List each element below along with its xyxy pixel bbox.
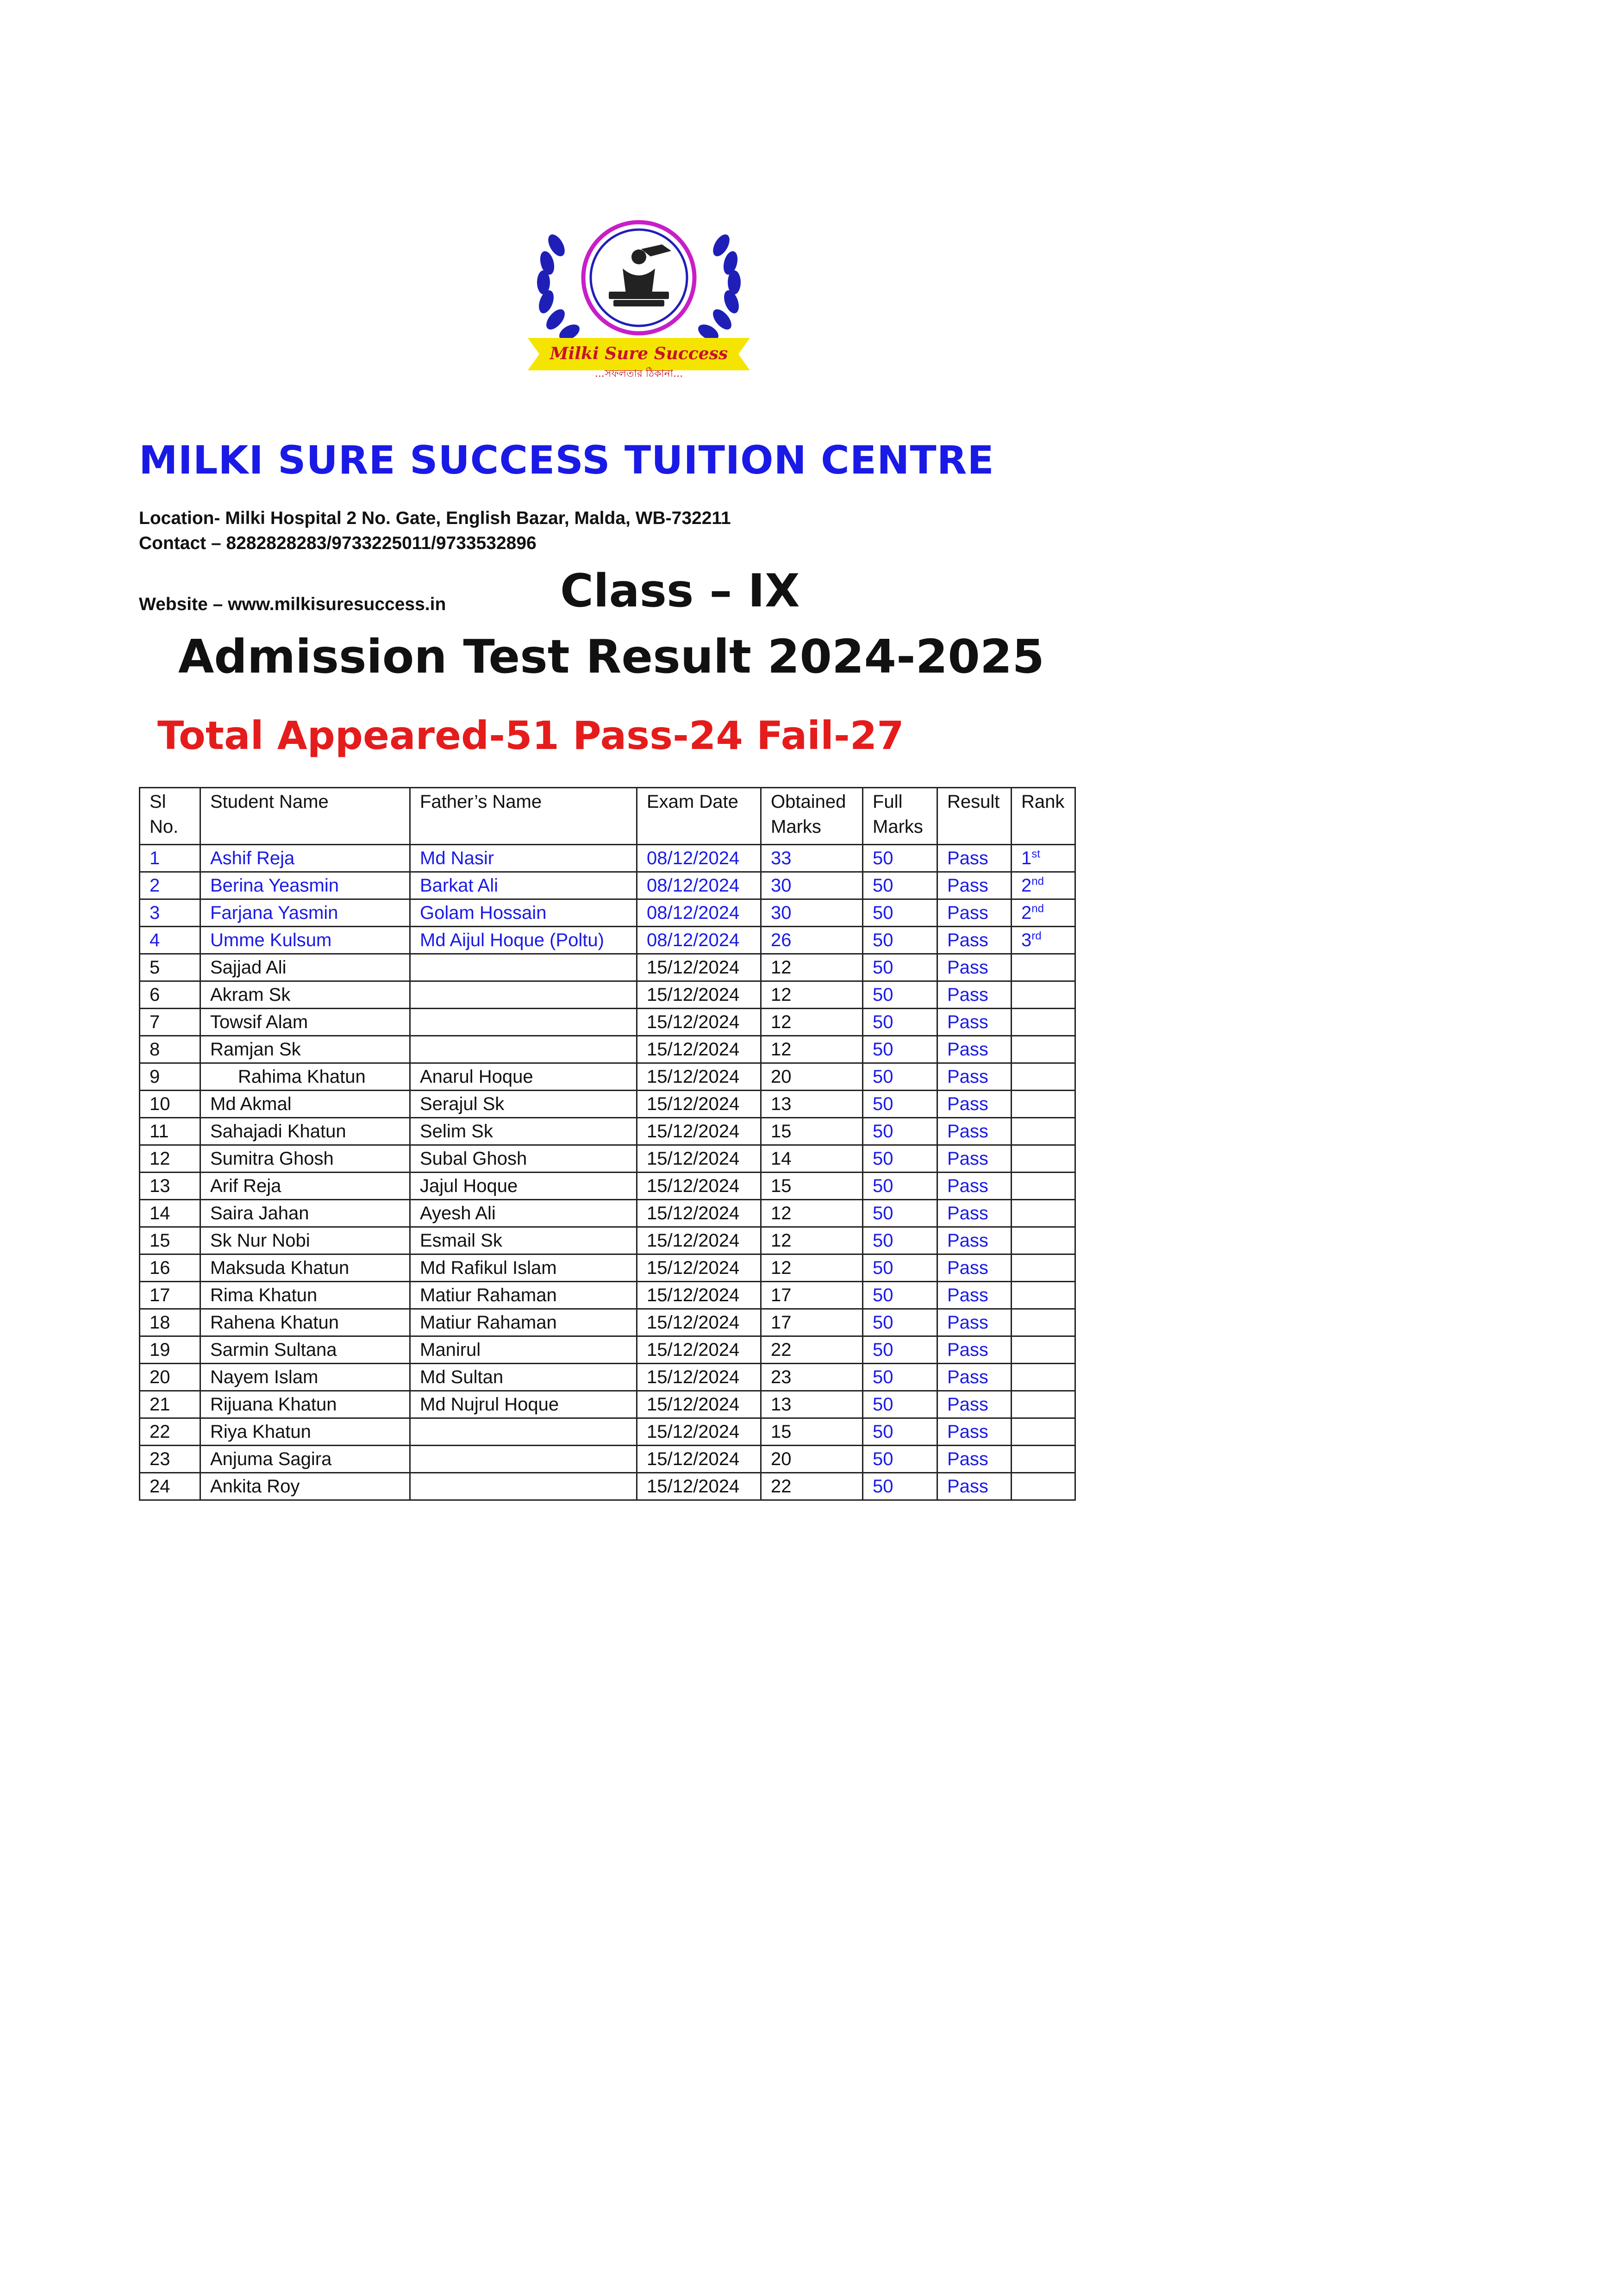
- sl-cell: 21: [140, 1391, 200, 1418]
- student-name-cell: Arif Reja: [200, 1173, 410, 1200]
- exam-date-cell: 15/12/2024: [637, 1118, 761, 1145]
- rank-cell: [1012, 1118, 1075, 1145]
- obtained-marks-cell: 20: [761, 1446, 863, 1473]
- table-row: [140, 1446, 1075, 1473]
- obtained-marks-cell: 12: [761, 954, 863, 981]
- sl-cell: 8: [140, 1036, 200, 1063]
- full-marks-cell: 50: [863, 1473, 937, 1500]
- exam-date-cell: 15/12/2024: [637, 1309, 761, 1336]
- father-name-cell: [410, 1473, 637, 1500]
- student-name-cell: Md Akmal: [200, 1091, 410, 1118]
- table-row: [140, 1036, 1075, 1063]
- obtained-marks-cell: 13: [761, 1391, 863, 1418]
- exam-date-cell: 15/12/2024: [637, 1200, 761, 1227]
- sl-cell: 5: [140, 954, 200, 981]
- sl-cell: 23: [140, 1446, 200, 1473]
- obtained-marks-cell: 14: [761, 1145, 863, 1173]
- obtained-marks-cell: 12: [761, 981, 863, 1009]
- rank-cell: [1012, 1254, 1075, 1282]
- rank-cell: [1012, 1336, 1075, 1364]
- father-name-cell: Md Aijul Hoque (Poltu): [410, 927, 637, 954]
- rank-cell: [1012, 1418, 1075, 1446]
- father-name-cell: [410, 1446, 637, 1473]
- father-name-cell: Manirul: [410, 1336, 637, 1364]
- rank-suffix: st: [1031, 848, 1040, 861]
- full-marks-cell: 50: [863, 1336, 937, 1364]
- table-row: [140, 1282, 1075, 1309]
- exam-date-cell: 15/12/2024: [637, 1336, 761, 1364]
- student-name-cell: Saira Jahan: [200, 1200, 410, 1227]
- rank-cell: [1012, 1309, 1075, 1336]
- table-row: [140, 1009, 1075, 1036]
- father-name-cell: Md Rafikul Islam: [410, 1254, 637, 1282]
- student-name-cell: Rima Khatun: [200, 1282, 410, 1309]
- result-cell: Pass: [937, 1009, 1012, 1036]
- father-name-cell: [410, 1418, 637, 1446]
- rank-cell: [1012, 1282, 1075, 1309]
- table-row: [140, 872, 1075, 899]
- father-name-cell: [410, 1009, 637, 1036]
- table-row: [140, 981, 1075, 1009]
- sl-cell: 15: [140, 1227, 200, 1254]
- student-name-cell: Ankita Roy: [200, 1473, 410, 1500]
- logo-brand-text: Milki Sure Success: [550, 344, 728, 363]
- sl-cell: 24: [140, 1473, 200, 1500]
- father-name-cell: Ayesh Ali: [410, 1200, 637, 1227]
- student-name-cell: Maksuda Khatun: [200, 1254, 410, 1282]
- exam-date-cell: 08/12/2024: [637, 845, 761, 872]
- location-line: Location- Milki Hospital 2 No. Gate, English Bazar, Malda, WB-732211: [139, 508, 731, 528]
- centre-name: MILKI SURE SUCCESS TUITION CENTRE: [139, 437, 994, 483]
- result-cell: Pass: [937, 1200, 1012, 1227]
- student-name-cell: Sk Nur Nobi: [200, 1227, 410, 1254]
- result-cell: Pass: [937, 927, 1012, 954]
- full-marks-cell: 50: [863, 1036, 937, 1063]
- exam-date-cell: 15/12/2024: [637, 1009, 761, 1036]
- table-row: [140, 1418, 1075, 1446]
- table-row: [140, 1118, 1075, 1145]
- exam-date-cell: 15/12/2024: [637, 954, 761, 981]
- table-row: [140, 1254, 1075, 1282]
- full-marks-cell: 50: [863, 845, 937, 872]
- exam-date-cell: 15/12/2024: [637, 1036, 761, 1063]
- father-name-cell: Barkat Ali: [410, 872, 637, 899]
- sl-cell: 6: [140, 981, 200, 1009]
- result-cell: Pass: [937, 1309, 1012, 1336]
- father-name-cell: Jajul Hoque: [410, 1173, 637, 1200]
- father-name-cell: [410, 1036, 637, 1063]
- result-cell: Pass: [937, 872, 1012, 899]
- rank-number: 1: [1021, 848, 1032, 868]
- result-summary: Total Appeared-51 Pass-24 Fail-27: [157, 713, 904, 758]
- sl-cell: 18: [140, 1309, 200, 1336]
- rank-cell: [1012, 927, 1075, 954]
- rank-cell: [1012, 1446, 1075, 1473]
- obtained-marks-cell: 33: [761, 845, 863, 872]
- column-header-father: Father’s Name: [410, 788, 637, 845]
- student-name-cell: Nayem Islam: [200, 1364, 410, 1391]
- website-line: Website – www.milkisuresuccess.in: [139, 594, 446, 614]
- student-name-cell: Ramjan Sk: [200, 1036, 410, 1063]
- result-cell: Pass: [937, 981, 1012, 1009]
- result-cell: Pass: [937, 1418, 1012, 1446]
- sl-cell: 14: [140, 1200, 200, 1227]
- student-name-cell: Towsif Alam: [200, 1009, 410, 1036]
- full-marks-cell: 50: [863, 927, 937, 954]
- full-marks-cell: 50: [863, 1118, 937, 1145]
- exam-date-cell: 15/12/2024: [637, 1418, 761, 1446]
- rank-number: 2: [1021, 903, 1032, 923]
- father-name-cell: Matiur Rahaman: [410, 1282, 637, 1309]
- obtained-marks-cell: 12: [761, 1036, 863, 1063]
- obtained-marks-cell: 17: [761, 1309, 863, 1336]
- rank-cell: [1012, 872, 1075, 899]
- rank-cell: [1012, 1009, 1075, 1036]
- table-row: [140, 1200, 1075, 1227]
- table-row: [140, 1309, 1075, 1336]
- table-row: [140, 927, 1075, 954]
- column-header-result: Result: [937, 788, 1012, 845]
- student-name-cell: Sahajadi Khatun: [200, 1118, 410, 1145]
- rank-cell: [1012, 981, 1075, 1009]
- full-marks-cell: 50: [863, 1282, 937, 1309]
- logo-tagline-text: ...সফলতার ঠিকানা...: [594, 368, 683, 380]
- full-marks-cell: 50: [863, 1391, 937, 1418]
- student-name-cell: Berina Yeasmin: [200, 872, 410, 899]
- exam-date-cell: 15/12/2024: [637, 981, 761, 1009]
- rank-cell: [1012, 1036, 1075, 1063]
- student-name-cell: Rahena Khatun: [200, 1309, 410, 1336]
- father-name-cell: Anarul Hoque: [410, 1063, 637, 1091]
- student-name-cell: Anjuma Sagira: [200, 1446, 410, 1473]
- obtained-marks-cell: 12: [761, 1254, 863, 1282]
- table-row: [140, 845, 1075, 872]
- exam-date-cell: 15/12/2024: [637, 1254, 761, 1282]
- sl-cell: 11: [140, 1118, 200, 1145]
- father-name-cell: Golam Hossain: [410, 899, 637, 927]
- column-header-obtained: Obtained Marks: [761, 788, 863, 845]
- rank-cell: [1012, 1091, 1075, 1118]
- father-name-cell: Md Nasir: [410, 845, 637, 872]
- student-name-cell: Ashif Reja: [200, 845, 410, 872]
- obtained-marks-cell: 22: [761, 1473, 863, 1500]
- rank-cell: [1012, 1473, 1075, 1500]
- sl-cell: 9: [140, 1063, 200, 1091]
- obtained-marks-cell: 15: [761, 1418, 863, 1446]
- full-marks-cell: 50: [863, 1009, 937, 1036]
- full-marks-cell: 50: [863, 1418, 937, 1446]
- full-marks-cell: 50: [863, 1200, 937, 1227]
- full-marks-cell: 50: [863, 899, 937, 927]
- rank-number: 3: [1021, 930, 1032, 950]
- full-marks-cell: 50: [863, 1173, 937, 1200]
- rank-cell: [1012, 845, 1075, 872]
- student-name-cell: Rijuana Khatun: [200, 1391, 410, 1418]
- obtained-marks-cell: 12: [761, 1009, 863, 1036]
- table-row: [140, 1091, 1075, 1118]
- results-body: [140, 845, 1075, 1500]
- obtained-marks-cell: 17: [761, 1282, 863, 1309]
- obtained-marks-cell: 15: [761, 1118, 863, 1145]
- table-header-row: [140, 788, 1075, 845]
- result-cell: Pass: [937, 845, 1012, 872]
- obtained-marks-cell: 30: [761, 872, 863, 899]
- result-cell: Pass: [937, 1254, 1012, 1282]
- exam-date-cell: 15/12/2024: [637, 1364, 761, 1391]
- full-marks-cell: 50: [863, 1309, 937, 1336]
- results-table: [139, 787, 1076, 1501]
- father-name-cell: [410, 981, 637, 1009]
- exam-date-cell: 15/12/2024: [637, 1227, 761, 1254]
- result-cell: Pass: [937, 1473, 1012, 1500]
- student-name-cell: Umme Kulsum: [200, 927, 410, 954]
- contact-line: Contact – 8282828283/9733225011/9733532896: [139, 533, 537, 553]
- sl-cell: 7: [140, 1009, 200, 1036]
- exam-date-cell: 15/12/2024: [637, 1473, 761, 1500]
- exam-date-cell: 15/12/2024: [637, 1173, 761, 1200]
- student-name-cell: Sarmin Sultana: [200, 1336, 410, 1364]
- obtained-marks-cell: 12: [761, 1227, 863, 1254]
- centre-logo: [523, 213, 755, 380]
- full-marks-cell: 50: [863, 954, 937, 981]
- obtained-marks-cell: 22: [761, 1336, 863, 1364]
- exam-date-cell: 15/12/2024: [637, 1145, 761, 1173]
- father-name-cell: Md Sultan: [410, 1364, 637, 1391]
- column-header-rank: Rank: [1012, 788, 1075, 845]
- student-name-cell: Akram Sk: [200, 981, 410, 1009]
- obtained-marks-cell: 30: [761, 899, 863, 927]
- rank-suffix: rd: [1031, 930, 1042, 942]
- student-name-cell: Sumitra Ghosh: [200, 1145, 410, 1173]
- father-name-cell: [410, 954, 637, 981]
- table-row: [140, 1227, 1075, 1254]
- full-marks-cell: 50: [863, 981, 937, 1009]
- father-name-cell: Subal Ghosh: [410, 1145, 637, 1173]
- result-cell: Pass: [937, 1063, 1012, 1091]
- result-cell: Pass: [937, 1173, 1012, 1200]
- full-marks-cell: 50: [863, 1364, 937, 1391]
- sl-cell: 12: [140, 1145, 200, 1173]
- student-name-cell: Riya Khatun: [200, 1418, 410, 1446]
- rank-cell: [1012, 1173, 1075, 1200]
- table-row: [140, 1364, 1075, 1391]
- exam-date-cell: 08/12/2024: [637, 899, 761, 927]
- sl-cell: 22: [140, 1418, 200, 1446]
- table-row: [140, 899, 1075, 927]
- rank-cell: [1012, 1063, 1075, 1091]
- full-marks-cell: 50: [863, 1145, 937, 1173]
- father-name-cell: Md Nujrul Hoque: [410, 1391, 637, 1418]
- full-marks-cell: 50: [863, 1227, 937, 1254]
- student-name-cell: Farjana Yasmin: [200, 899, 410, 927]
- sl-cell: 19: [140, 1336, 200, 1364]
- rank-cell: [1012, 1227, 1075, 1254]
- column-header-full: Full Marks: [863, 788, 937, 845]
- table-row: [140, 1391, 1075, 1418]
- sl-cell: 10: [140, 1091, 200, 1118]
- exam-date-cell: 15/12/2024: [637, 1391, 761, 1418]
- result-cell: Pass: [937, 1336, 1012, 1364]
- exam-date-cell: 08/12/2024: [637, 872, 761, 899]
- sl-cell: 20: [140, 1364, 200, 1391]
- result-cell: Pass: [937, 1145, 1012, 1173]
- obtained-marks-cell: 20: [761, 1063, 863, 1091]
- result-cell: Pass: [937, 1364, 1012, 1391]
- rank-suffix: nd: [1031, 902, 1044, 915]
- result-cell: Pass: [937, 1282, 1012, 1309]
- sl-cell: 1: [140, 845, 200, 872]
- full-marks-cell: 50: [863, 872, 937, 899]
- result-cell: Pass: [937, 954, 1012, 981]
- obtained-marks-cell: 15: [761, 1173, 863, 1200]
- exam-date-cell: 15/12/2024: [637, 1063, 761, 1091]
- class-label: Class – IX: [560, 565, 800, 618]
- rank-cell: [1012, 899, 1075, 927]
- sl-cell: 3: [140, 899, 200, 927]
- rank-cell: [1012, 954, 1075, 981]
- result-cell: Pass: [937, 1446, 1012, 1473]
- column-header-sl: Sl No.: [140, 788, 200, 845]
- sl-cell: 17: [140, 1282, 200, 1309]
- result-cell: Pass: [937, 899, 1012, 927]
- sl-cell: 16: [140, 1254, 200, 1282]
- exam-date-cell: 15/12/2024: [637, 1446, 761, 1473]
- rank-suffix: nd: [1031, 875, 1044, 888]
- student-name-cell: Sajjad Ali: [200, 954, 410, 981]
- full-marks-cell: 50: [863, 1446, 937, 1473]
- table-row: [140, 1336, 1075, 1364]
- table-row: [140, 1063, 1075, 1091]
- father-name-cell: Selim Sk: [410, 1118, 637, 1145]
- father-name-cell: Matiur Rahaman: [410, 1309, 637, 1336]
- obtained-marks-cell: 26: [761, 927, 863, 954]
- result-cell: Pass: [937, 1036, 1012, 1063]
- rank-number: 2: [1021, 875, 1032, 896]
- sl-cell: 4: [140, 927, 200, 954]
- obtained-marks-cell: 23: [761, 1364, 863, 1391]
- table-row: [140, 1473, 1075, 1500]
- student-name-cell: Rahima Khatun: [200, 1063, 410, 1091]
- exam-date-cell: 08/12/2024: [637, 927, 761, 954]
- rank-cell: [1012, 1145, 1075, 1173]
- table-row: [140, 954, 1075, 981]
- result-cell: Pass: [937, 1118, 1012, 1145]
- exam-date-cell: 15/12/2024: [637, 1091, 761, 1118]
- father-name-cell: Serajul Sk: [410, 1091, 637, 1118]
- sl-cell: 2: [140, 872, 200, 899]
- father-name-cell: Esmail Sk: [410, 1227, 637, 1254]
- page-title: Admission Test Result 2024-2025: [178, 630, 1044, 684]
- table-row: [140, 1145, 1075, 1173]
- rank-cell: [1012, 1364, 1075, 1391]
- column-header-student: Student Name: [200, 788, 410, 845]
- rank-cell: [1012, 1200, 1075, 1227]
- obtained-marks-cell: 12: [761, 1200, 863, 1227]
- obtained-marks-cell: 13: [761, 1091, 863, 1118]
- column-header-date: Exam Date: [637, 788, 761, 845]
- full-marks-cell: 50: [863, 1254, 937, 1282]
- full-marks-cell: 50: [863, 1091, 937, 1118]
- rank-cell: [1012, 1391, 1075, 1418]
- result-cell: Pass: [937, 1227, 1012, 1254]
- result-cell: Pass: [937, 1391, 1012, 1418]
- result-cell: Pass: [937, 1091, 1012, 1118]
- table-row: [140, 1173, 1075, 1200]
- exam-date-cell: 15/12/2024: [637, 1282, 761, 1309]
- full-marks-cell: 50: [863, 1063, 937, 1091]
- sl-cell: 13: [140, 1173, 200, 1200]
